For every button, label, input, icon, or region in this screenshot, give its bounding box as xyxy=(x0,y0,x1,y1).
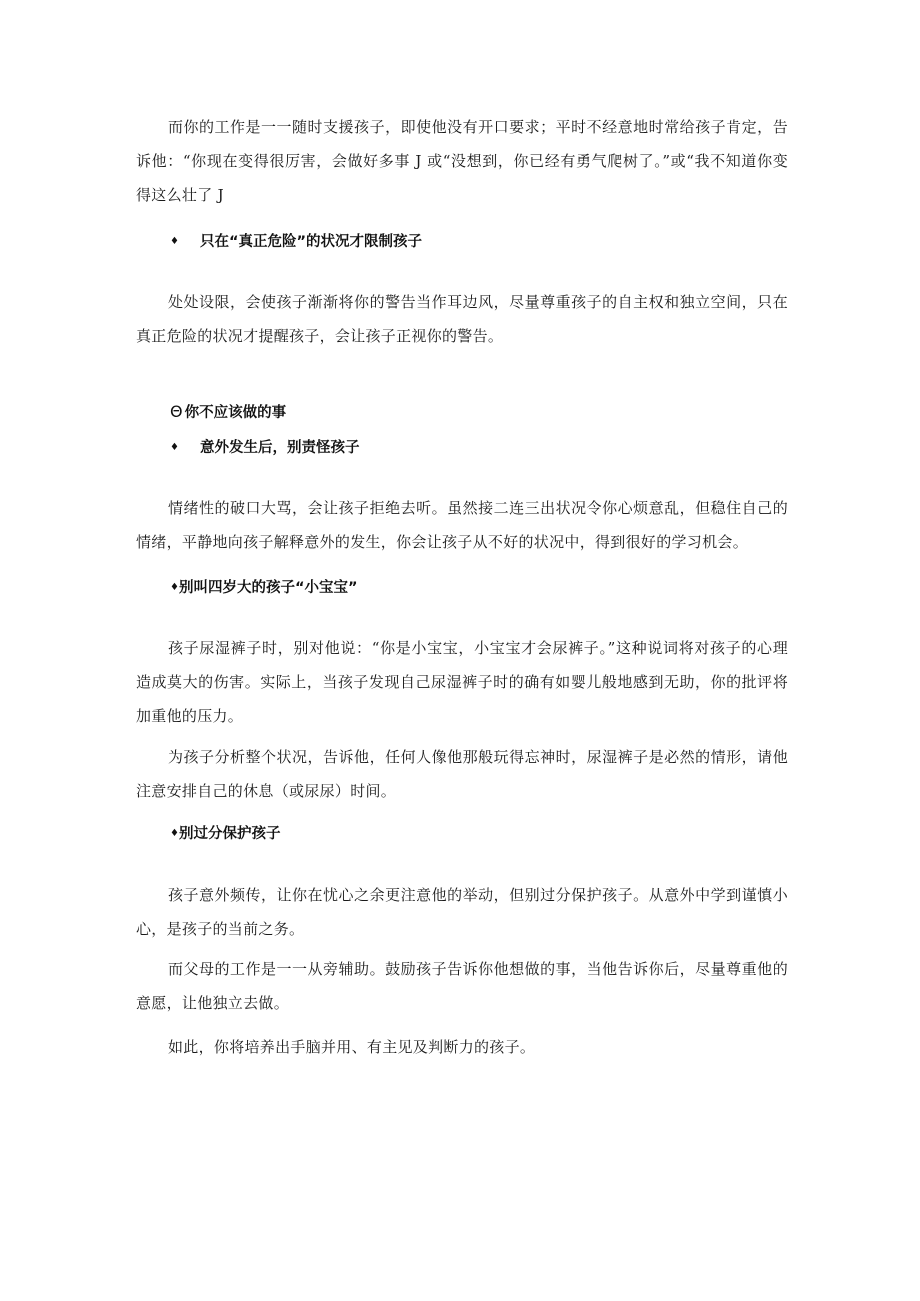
heading-dont-blame xyxy=(170,436,360,460)
bullet-icon: ♦ xyxy=(170,442,179,453)
heading-limit-only-real-danger xyxy=(170,230,422,254)
section-title-text: 你不应该做的事 xyxy=(184,405,287,421)
heading-text: 只在“真正危险”的状况才限制孩子 xyxy=(200,234,423,250)
paragraph-calm-explanation: 情绪性的破口大骂，会让孩子拒绝去听。虽然接二连三出状况令你心烦意乱，但稳住自己的情绪，平静地向孩子解释意外的发生，你会让孩子从不好的状况中，得到很好的学习机会。 xyxy=(136,499,788,551)
bullet-icon: ♦ xyxy=(170,828,179,839)
heading-text: 别叫四岁大的孩子“小宝宝” xyxy=(178,580,358,596)
paragraph-support-child: 而你的工作是一一随时支援孩子，即使他没有开口要求；平时不经意地时常给孩子肯定，告诉他：“你现在变得很厉害，会做好多事 J 或“没想到，你已经有勇气爬树了。”或“我不知道你变得这么壮了 J xyxy=(136,118,788,204)
paragraph-learn-caution: 孩子意外频传，让你在忧心之余更注意他的举动，但别过分保护孩子。从意外中学到谨慎小心，是孩子的当前之务。 xyxy=(136,886,788,938)
theta-icon: Θ xyxy=(170,402,183,421)
paragraph-wet-pants: 孩子尿湿裤子时，别对他说：“你是小宝宝，小宝宝才会尿裤子。”这种说词将对孩子的心理造成莫大的伤害。实际上，当孩子发现自己尿湿裤子时的确有如婴儿般地感到无助，你的批评将加重他的压力。 xyxy=(136,639,788,725)
heading-dont-overprotect xyxy=(170,822,280,846)
heading-text: 别过分保护孩子 xyxy=(178,826,281,842)
bullet-icon: ♦ xyxy=(170,582,179,593)
paragraph-parents-role: 而父母的工作是一一从旁辅助。鼓励孩子告诉你他想做的事，当他告诉你后，尽量尊重他的意愿，让他独立去做。 xyxy=(136,960,788,1012)
paragraph-analyze-situation: 为孩子分析整个状况，告诉他，任何人像他那般玩得忘神时，尿湿裤子是必然的情形，请他注意安排自己的休息（或尿尿）时间。 xyxy=(136,748,788,800)
paragraph-respect-autonomy: 处处设限，会使孩子渐渐将你的警告当作耳边风，尽量尊重孩子的自主权和独立空间，只在真正危险的状况才提醒孩子，会让孩子正视你的警告。 xyxy=(136,293,788,345)
heading-text: 意外发生后，别责怪孩子 xyxy=(200,440,360,456)
section-title-dont-do xyxy=(170,400,286,425)
bullet-icon: ♦ xyxy=(170,236,179,247)
paragraph-conclusion: 如此，你将培养出手脑并用、有主见及判断力的孩子。 xyxy=(168,1038,536,1056)
heading-dont-call-baby xyxy=(170,576,358,600)
